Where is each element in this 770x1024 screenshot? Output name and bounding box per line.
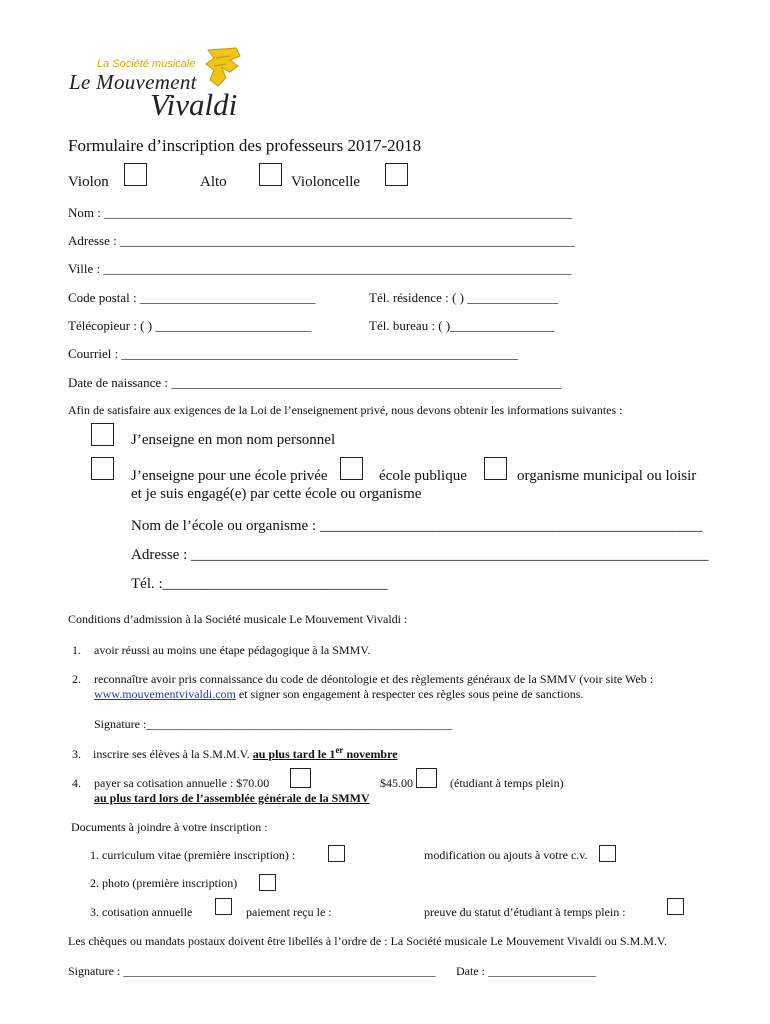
documents-heading: Documents à joindre à votre inscription : [71, 820, 268, 834]
logo-tagline: La Société musicale [97, 58, 196, 70]
school-tel-field[interactable]: Tél. :______________________________ [131, 576, 388, 592]
photo-checkbox[interactable] [259, 874, 276, 891]
document-cotisation-label: 3. cotisation annuelle [90, 905, 193, 919]
public-school-checkbox[interactable] [340, 457, 363, 480]
courriel-field[interactable]: Courriel : _____________________________________________________________ [68, 346, 518, 361]
condition-3-number: 3. [72, 747, 81, 761]
condition-2-line2 [94, 687, 583, 702]
document-cv-label: 1. curriculum vitae (première inscription) : [90, 848, 296, 862]
private-school-checkbox[interactable] [91, 457, 114, 480]
condition-4-text: payer sa cotisation annuelle : $70.00 [94, 776, 270, 790]
tel-residence-field[interactable]: Tél. résidence : ( ) ______________ [369, 290, 559, 305]
tel-bureau-field[interactable]: Tél. bureau : ( )________________ [369, 318, 555, 333]
condition-2-rest: et signer son engagement à respecter ces règles sous peine de sanctions. [235, 687, 584, 701]
condition-2-text: reconnaître avoir pris connaissance du code de déontologie et des règlements généraux de la SMMV (voir site Web : [94, 672, 654, 686]
instrument-alto-label: Alto [200, 174, 227, 190]
conditions-heading: Conditions d’admission à la Société musicale Le Mouvement Vivaldi : [68, 612, 408, 626]
payment-received-field[interactable]: paiement reçu le : [246, 905, 332, 919]
website-link[interactable]: www.mouvementvivaldi.com [94, 687, 236, 701]
private-school-label: J’enseigne pour une école privée [131, 468, 328, 484]
own-name-label: J’enseigne en mon nom personnel [131, 432, 336, 448]
cotisation-checkbox[interactable] [215, 898, 232, 915]
fee-45-label: $45.00 [380, 776, 413, 790]
engagement-signature-field[interactable]: Signature :___________________________________________________ [94, 717, 453, 731]
school-name-field[interactable]: Nom de l’école ou organisme : ___________________________________________________ [131, 518, 703, 534]
condition-3 [72, 745, 398, 762]
student-label: (étudiant à temps plein) [450, 776, 564, 790]
adresse-field[interactable]: Adresse : ______________________________________________________________________ [68, 233, 575, 248]
instrument-violoncelle-label: Violoncelle [291, 174, 361, 190]
condition-3-deadline: au plus tard le 1er novembre [252, 745, 398, 761]
condition-4-deadline: au plus tard lors de l’assemblée générale de la SMMV [94, 791, 370, 805]
condition-4-number: 4. [72, 776, 81, 790]
ville-field[interactable]: Ville : ________________________________________________________________________ [68, 261, 572, 276]
student-proof-checkbox[interactable] [667, 898, 684, 915]
fee-70-checkbox[interactable] [290, 768, 311, 788]
violon-checkbox[interactable] [124, 163, 147, 186]
date-naissance-field[interactable]: Date de naissance : ____________________________________________________________ [68, 375, 562, 390]
instrument-violon-label: Violon [68, 174, 109, 190]
logo-line2: Vivaldi [150, 87, 238, 122]
condition-3-text: inscrire ses élèves à la S.M.M.V. [93, 747, 253, 761]
violin-emblem-icon [200, 44, 246, 90]
code-postal-field[interactable]: Code postal : ___________________________ [68, 290, 316, 305]
condition-1-text: avoir réussi au moins une étape pédagogique à la SMMV. [94, 643, 371, 657]
cv-checkbox[interactable] [328, 845, 345, 862]
public-school-label: école publique [379, 468, 467, 484]
document-cv-modification-label: modification ou ajouts à votre c.v. [424, 848, 588, 862]
alto-checkbox[interactable] [259, 163, 282, 186]
private-school-label-line2: et je suis engagé(e) par cette école ou organisme [131, 486, 422, 502]
intro-text: Afin de satisfaire aux exigences de la Loi de l’enseignement privé, nous devons obtenir les informations suivantes : [68, 403, 623, 417]
fee-45-checkbox[interactable] [416, 768, 437, 788]
condition-1-number: 1. [72, 643, 81, 657]
cheques-note: Les chèques ou mandats postaux doivent être libellés à l’ordre de : La Société musicale Le Mouvement Vivaldi ou S.M.M.V. [68, 934, 668, 948]
school-address-field[interactable]: Adresse : _____________________________________________________________________ [131, 547, 709, 563]
violoncelle-checkbox[interactable] [385, 163, 408, 186]
municipal-label: organisme municipal ou loisir [517, 468, 697, 484]
cv-modification-checkbox[interactable] [599, 845, 616, 862]
student-proof-label: preuve du statut d’étudiant à temps plein : [424, 905, 626, 919]
telecopieur-field[interactable]: Télécopieur : ( ) ________________________ [68, 318, 312, 333]
nom-field[interactable]: Nom : ________________________________________________________________________ [68, 205, 573, 220]
final-signature-field[interactable]: Signature : ____________________________________________________ [68, 964, 436, 978]
municipal-checkbox[interactable] [484, 457, 507, 480]
document-photo-label: 2. photo (première inscription) [90, 876, 238, 890]
condition-2-number: 2. [72, 672, 81, 686]
page-title: Formulaire d’inscription des professeurs 2017-2018 [68, 136, 422, 155]
final-date-field[interactable]: Date : __________________ [456, 964, 596, 978]
own-name-checkbox[interactable] [91, 423, 114, 446]
logo-line1: Le Mouvement [69, 70, 197, 94]
